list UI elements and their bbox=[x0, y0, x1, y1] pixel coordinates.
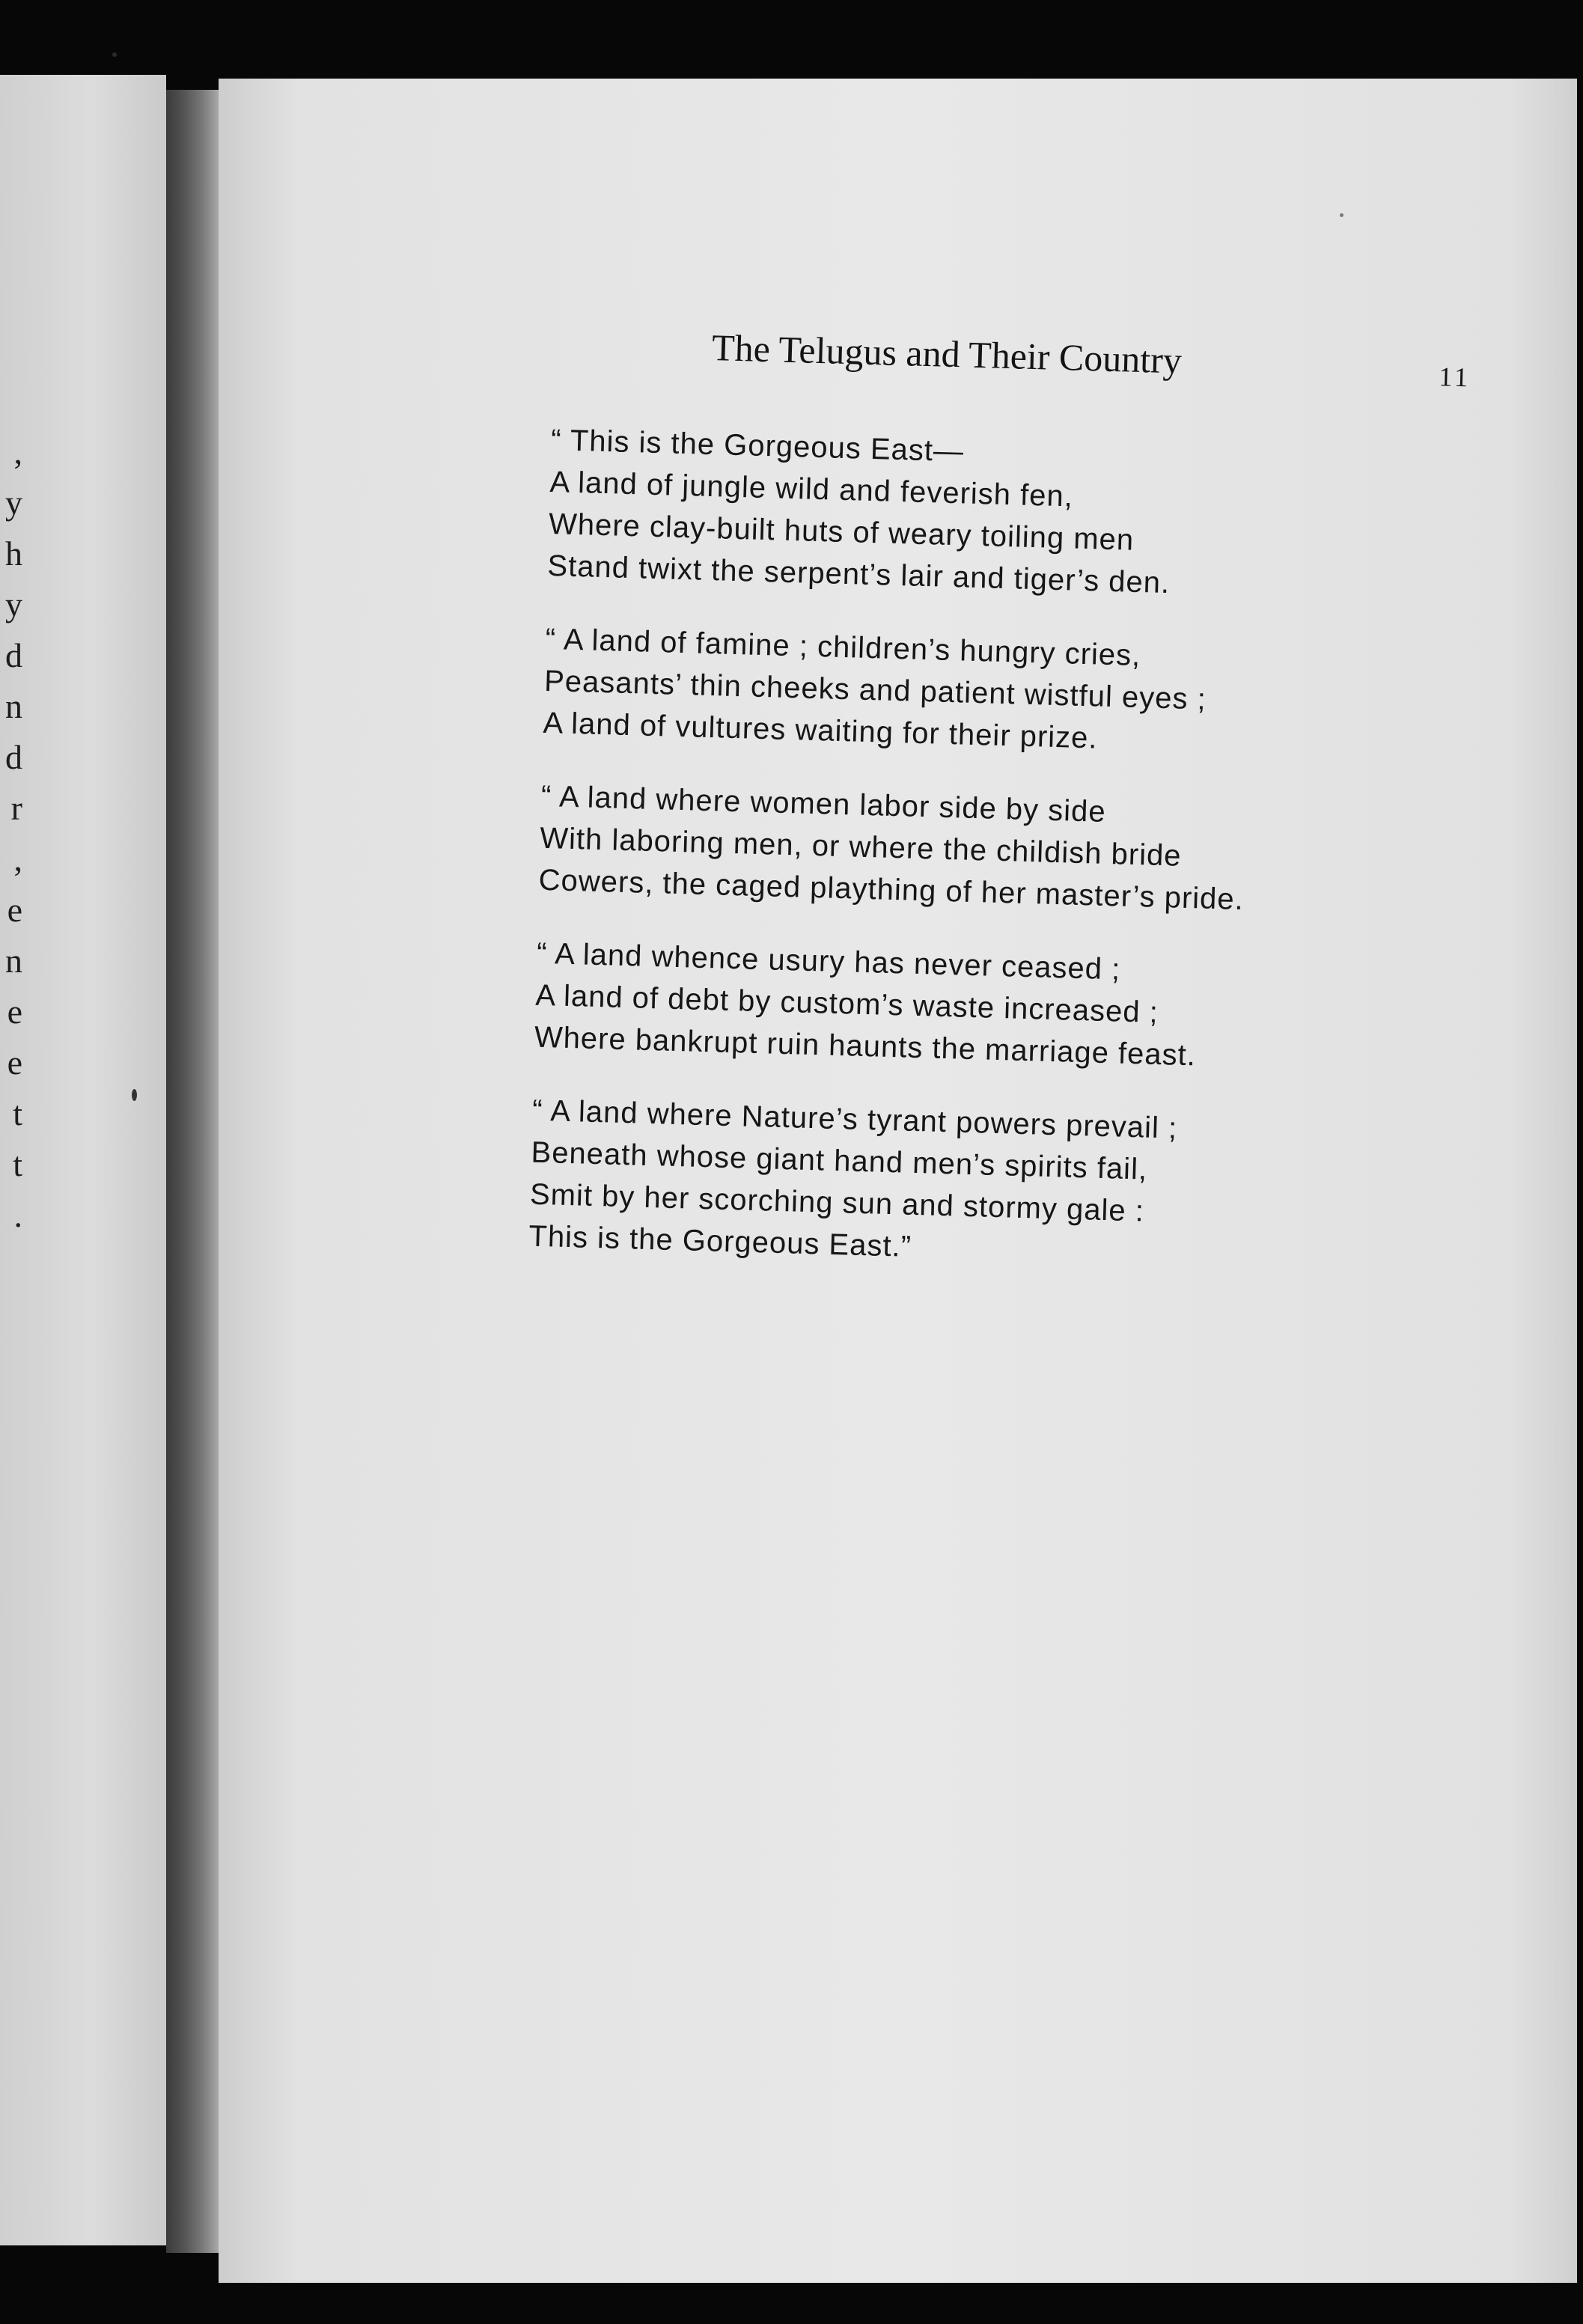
fragment: n bbox=[5, 942, 22, 980]
page-number: 11 bbox=[1438, 362, 1471, 393]
facing-page-edge bbox=[0, 75, 166, 2245]
fragment: , bbox=[13, 840, 22, 878]
fragment: d bbox=[5, 738, 22, 776]
stanza bbox=[528, 1090, 1431, 1282]
poem-line: A land of vultures waiting for their prize. bbox=[543, 706, 1099, 755]
poem-line: “ A land of famine ; children’s hungry cries, bbox=[545, 622, 1141, 673]
scan-dust-mark bbox=[1340, 213, 1343, 217]
poem-line: Smit by her scorching sun and stormy gale : bbox=[529, 1177, 1145, 1228]
poem-line: Where clay-built huts of weary toiling men bbox=[548, 507, 1135, 557]
stanza bbox=[547, 419, 1450, 612]
poem-line: Where bankrupt ruin haunts the marriage feast. bbox=[534, 1020, 1197, 1073]
poem-line: “ A land where Nature’s tyrant powers prevail ; bbox=[531, 1094, 1178, 1145]
poem-line: “ This is the Gorgeous East— bbox=[550, 423, 965, 469]
running-title: The Telugus and Their Country bbox=[711, 326, 1183, 382]
binding-gutter-shadow bbox=[166, 90, 219, 2253]
fragment: n bbox=[5, 687, 22, 725]
fragment: y bbox=[5, 585, 22, 623]
scan-dust-mark bbox=[112, 52, 117, 57]
fragment: t bbox=[13, 1094, 22, 1132]
poem-line: Beneath whose giant hand men’s spirits fail, bbox=[531, 1135, 1148, 1186]
stanza bbox=[534, 933, 1435, 1083]
fragment: e bbox=[7, 1043, 22, 1082]
fragment: . bbox=[13, 1196, 22, 1234]
stanza bbox=[538, 775, 1439, 926]
running-header bbox=[711, 326, 1498, 393]
fragment: t bbox=[13, 1145, 22, 1183]
poem-line: Stand twixt the serpent’s lair and tiger’s den. bbox=[546, 549, 1171, 600]
poem-line: Cowers, the caged plaything of her master’s pride. bbox=[538, 863, 1245, 917]
fragment: h bbox=[5, 534, 22, 573]
poem-line: A land of debt by custom’s waste increased ; bbox=[534, 978, 1159, 1029]
poem-line: “ A land where women labor side by side bbox=[540, 779, 1107, 829]
fragment: y bbox=[5, 484, 22, 522]
poem-line: A land of jungle wild and feverish fen, bbox=[549, 465, 1074, 513]
poem-line: With laboring men, or where the childish bride bbox=[539, 821, 1183, 873]
fragment: e bbox=[7, 992, 22, 1031]
poem-line: Peasants’ thin cheeks and patient wistful eyes ; bbox=[543, 664, 1207, 716]
poem-line: “ A land whence usury has never ceased ; bbox=[536, 936, 1121, 986]
poem-line: This is the Gorgeous East.” bbox=[528, 1219, 912, 1263]
fragment: d bbox=[5, 636, 22, 674]
fragment: e bbox=[7, 891, 22, 929]
stanza bbox=[543, 618, 1444, 769]
fragment: , bbox=[13, 433, 22, 471]
scan-dust-mark bbox=[132, 1089, 137, 1101]
fragment: r bbox=[10, 789, 22, 827]
poem bbox=[528, 419, 1450, 1314]
book-page bbox=[219, 79, 1577, 2283]
facing-page-text-fragments bbox=[0, 427, 22, 1241]
